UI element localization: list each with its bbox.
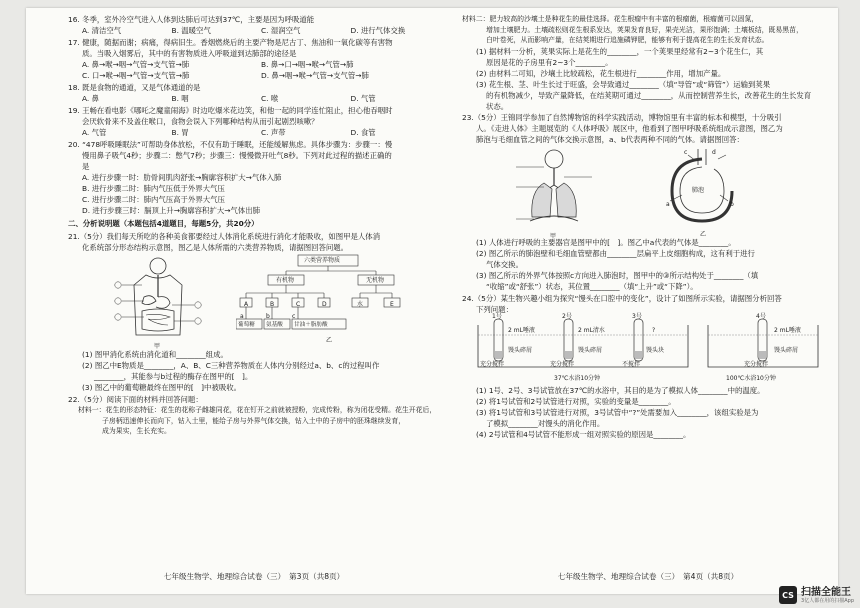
watermark-title: 扫描全能王 — [801, 586, 852, 598]
question-24: 24.（5分）某生物兴趣小组为探究“馒头在口腔中的变化”，设计了如图所示实验，请据图分析回答 下列问题： 1号 2号 3号 4号 2 mL唾液 2 mL清水 ? 2 mL唾液 馒头碎屑 馒头碎屑 馒头块 馒头碎屑 充分搅拌 充分搅拌 不搅拌 充分搅拌 37℃水浴10分钟 100℃水浴10分钟 (1) 1号、2号、3号试管放在37℃的水浴中，其目的是为了模拟人体________中的温度。 (2) 将1号试管和2号试管进行对照，实验的变量是________。 (3) 将1号试管和3号试管进行对照，3号试管中“?”处需要加入________，该组实验是为 了模拟________对馒头的消化作用。 (4) 2号试管和4号试管不能形成一组对照实验的原因是________。 — [462, 293, 834, 440]
left-page — [68, 14, 440, 438]
figure-label: 甲 — [550, 232, 557, 240]
scanner-watermark — [779, 586, 854, 604]
option: D. 食管 — [350, 128, 376, 137]
organic-label: 有机物 — [276, 277, 295, 284]
question-16: 16. 冬季，室外冷空气进入人体到达肺后可达到37℃，主要是因为呼吸道能 A. 清洁空气 B. 温暖空气 C. 湿润空气 D. 进行气体交换 — [68, 14, 440, 36]
inorganic-label: 无机物 — [366, 277, 385, 284]
figure-label: 甲 — [154, 343, 161, 350]
page-footer-left: 七年级生物学、地理综合试卷（三） 第3页（共8页） — [163, 572, 345, 581]
option: D. 进行步骤三时：膈顶上升→胸廓容积扩大→气体出肺 — [82, 206, 260, 215]
option: B. 胃 — [171, 128, 189, 137]
question-19: 19. 王畅在看电影《哪吒之魔童闹海》时边吃爆米花边笑，和他一起的同学连忙阻止，担心他吞咽时 会厌软骨来不及盖住喉口，食物会误入下列哪种结构从而引起剧烈咳嗽？ A. 气管 B. 胃 C. 声带 D. 食管 — [68, 105, 440, 138]
question-17: 17. 健康，随据而谢；病痛，得病旧生。香烟燃烧后的主要产物是尼古丁、焦油和一氧化碳等有害物 质。当吸入烟雾后，其中的有害物质进入呼吸道到达肺部的途径是 A. 鼻→喉→咽→气管→支气管→肺 B. 鼻→口→咽→喉→气管→肺 C. 口→喉→咽→气管→支气管→肺 D. 鼻→咽→喉→气管→支气管→肺 — [68, 37, 440, 81]
option: B. 温暖空气 — [171, 26, 211, 35]
option: A. 鼻→喉→咽→气管→支气管→肺 — [82, 60, 190, 69]
tree-root-label: 六类营养物质 — [304, 257, 341, 264]
figure-label: 乙 — [700, 230, 707, 238]
page-footer-right: 七年级生物学、地理综合试卷（三） 第4页（共8页） — [557, 572, 739, 581]
right-page: 材料二：肥力较高的沙壤土是种花生的最佳选择。花生根瘤中有丰富的根瘤菌，根瘤菌可以固氮， 增加土壤肥力。土壤疏松则花生根系发达，荚果发育良好，果壳光洁，果形饱满；土壤板结，既易黑苗， 白叶卷死，从而影响产量，在结荚期进行追施磷钾肥，能够有利于提高花生的生长发育状态。 (1) 据材料一分析，荚果实际上是花生的________，一个荚果里经常有2~3个花生仁，其 原因是花的子房里有2~3个________。 (2) 由材料二可知，沙壤土比较疏松，花生根进行________作用，增加产量。 (3) 花生根、茎、叶生长过于旺盛，会导致通过________（填“导管”或“筛管”）运输到荚果 的有机物减少，导致产量降低，在结荚期可通过________，从而控制营养生长，改善花生的生长发育 状态。 23.（5分）王锦同学参加了自然博物馆的科学实践活动，博物馆里有丰富的标本和模型，十分吸引 人。《走进人体》主题展览的《人体呼吸》展区中，他看到了图甲呼吸系统组成示意图，图乙为 肺泡与毛细血管之间的气体交换示意图，a、b代表两种不同的气体。请据图回答： 甲 肺泡 c d a b 乙 (1) 人体进行呼吸的主要器官是图甲中的[ ]。图乙中a代表的气体是________。 (2) 图乙所示的肺泡壁和毛细血管壁都由________层扁平上皮细胞构成，这有利于进行 气体交换。 (3) 图乙所示的外界气体按照c方向进入肺泡时，图甲中的③所示结构处于________（填 “收缩”或“舒张”）状态，其位置________（填“上升”或“下降”）。 24.（5分）某生物兴趣小组为探究“馒头在口腔中的变化”，设计了如图所示实验，请据图分析回答 下列问题： 1号 2号 3号 4号 2 mL唾液 2 mL清水 ? 2 mL唾液 馒头碎屑 馒头碎屑 馒头块 馒头碎屑 充分搅拌 充分搅拌 不搅拌 充分搅拌 37℃水浴10分钟 100℃水浴10分钟 (1) 1号、2号、3号试管放在37℃的水浴中，其目的是为了模拟人体________中的温度。 (2) 将1号试管和2号试管进行对照，实验的变量是________。 (3) 将1号试管和3号试管进行对照，3号试管中“?”处需要加入________，该组实验是为 了模拟________对馒头的消化作用。 (4) 2号试管和4号试管不能形成一组对照实验的原因是________。 — [462, 14, 834, 441]
option: C. 口→喉→咽→气管→支气管→肺 — [82, 71, 190, 80]
section-title: 二、分析说明题（本题包括4道题目，每题5分，共20分） — [68, 219, 259, 228]
figure-24: 1号 2号 3号 4号 2 mL唾液 2 mL清水 ? 2 mL唾液 馒头碎屑 馒头碎屑 馒头块 馒头碎屑 充分搅拌 充分搅拌 不搅拌 充分搅拌 37℃水浴10分钟 100℃水浴10分钟 — [462, 315, 834, 385]
figure-21: 甲 六类营养物质 有机物 无机物 A B C D 水 E a b c 葡萄糖 氨基酸 甘油＋脂肪酸 乙 — [68, 253, 440, 349]
nutrients-tree-diagram — [236, 253, 426, 345]
watermark-subtitle: 3亿人都在用的扫描App — [801, 597, 854, 604]
option: A. 清洁空气 — [82, 26, 122, 35]
camscanner-logo-icon: CS — [779, 586, 797, 604]
option: C. 湿润空气 — [261, 26, 301, 35]
option: D. 进行气体交换 — [350, 26, 406, 35]
question-21: 21.（5分）我们每天所吃的各种美食都要经过人体消化系统进行消化才能吸收，如图甲是人体消 化系统部分形态结构示意图，图乙是人体所需的六类营养物质，请据图回答问题。 甲 六类营养物质 有机物 无机物 A B C D 水 E a b c 葡萄糖 氨基酸 甘油＋脂肪酸 乙 (1) 图甲消化系统由消化道和________组成。 (2) 图乙中E物质是________，A、B、C三种营养物质在人体内分别经过a、b、c的过程叫作 ________，其能参与b过程的酶存在图甲的[ ]。 (3) 图乙中的葡萄糖最终在图甲的[ ]中被吸收。 — [68, 231, 440, 393]
digestive-system-diagram — [108, 255, 208, 347]
option: C. 喉 — [261, 94, 279, 103]
option: C. 声带 — [261, 128, 286, 137]
option: B. 进行步骤二时：肺内气压低于外界大气压 — [82, 184, 225, 193]
option: C. 进行步骤二时：肺内气压高于外界大气压 — [82, 195, 225, 204]
option: A. 进行步骤一时：肋骨间肌肉舒张→胸廓容积扩大→气体入肺 — [82, 173, 282, 182]
alveolus-label: 肺泡 — [692, 186, 705, 194]
option: B. 咽 — [171, 94, 189, 103]
question-18: 18. 既是食物的通道，又是气体通道的是 A. 鼻 B. 咽 C. 喉 D. 气管 — [68, 82, 440, 104]
option: D. 气管 — [350, 94, 376, 103]
exam-paper — [26, 8, 838, 594]
option: D. 鼻→咽→喉→气管→支气管→肺 — [261, 71, 369, 80]
option: A. 鼻 — [82, 94, 100, 103]
question-22: 22.（5分）阅读下面的材料并回答问题： 材料一：花生的形态特征：花生的花称子雌雄同花，花在钉开之前就被授粉，完成传粉，称为闭花受精。花生开花后， 子房柄迅速伸长而向下，钻入土里，能给子房与外界气体交换，钻入土中的子房中的胚珠继续发育， 成为果实，生长充实。 — [68, 395, 437, 435]
option: B. 鼻→口→咽→喉→气管→肺 — [261, 60, 354, 69]
respiratory-system-diagram — [514, 147, 594, 231]
figure-23: 甲 肺泡 c d a b 乙 — [462, 145, 834, 237]
question-23: 23.（5分）王锦同学参加了自然博物馆的科学实践活动，博物馆里有丰富的标本和模型，十分吸引 人。《走进人体》主题展览的《人体呼吸》展区中，他看到了图甲呼吸系统组成示意图，图乙为 肺泡与毛细血管之间的气体交换示意图，a、b代表两种不同的气体。请据图回答： 甲 肺泡 c d a b 乙 (1) 人体进行呼吸的主要器官是图甲中的[ ]。图乙中a代表的气体是________。 (2) 图乙所示的肺泡壁和毛细血管壁都由________层扁平上皮细胞构成，这有利于进行 气体交换。 (3) 图乙所示的外界气体按照c方向进入肺泡时，图甲中的③所示结构处于________（填 “收缩”或“舒张”）状态，其位置________（填“上升”或“下降”）。 — [462, 112, 834, 292]
figure-label: 乙 — [326, 337, 333, 344]
question-20: 20. “478呼吸睡眠法”可帮助身体放松，不仅有助于睡眠，还能缓解焦虑。具体步骤为：步骤一：慢 慢用鼻子吸气4秒；步骤二：憋气7秒；步骤三：慢慢微开吐气8秒。下列对此过程的描述正确的 是 A. 进行步骤一时：肋骨间肌肉舒张→胸廓容积扩大→气体入肺 B. 进行步骤二时：肺内气压低于外界大气压 C. 进行步骤二时：肺内气压高于外界大气压 D. 进行步骤三时：膈顶上升→胸廓容积扩大→气体出肺 — [68, 139, 440, 216]
option: A. 气管 — [82, 128, 107, 137]
